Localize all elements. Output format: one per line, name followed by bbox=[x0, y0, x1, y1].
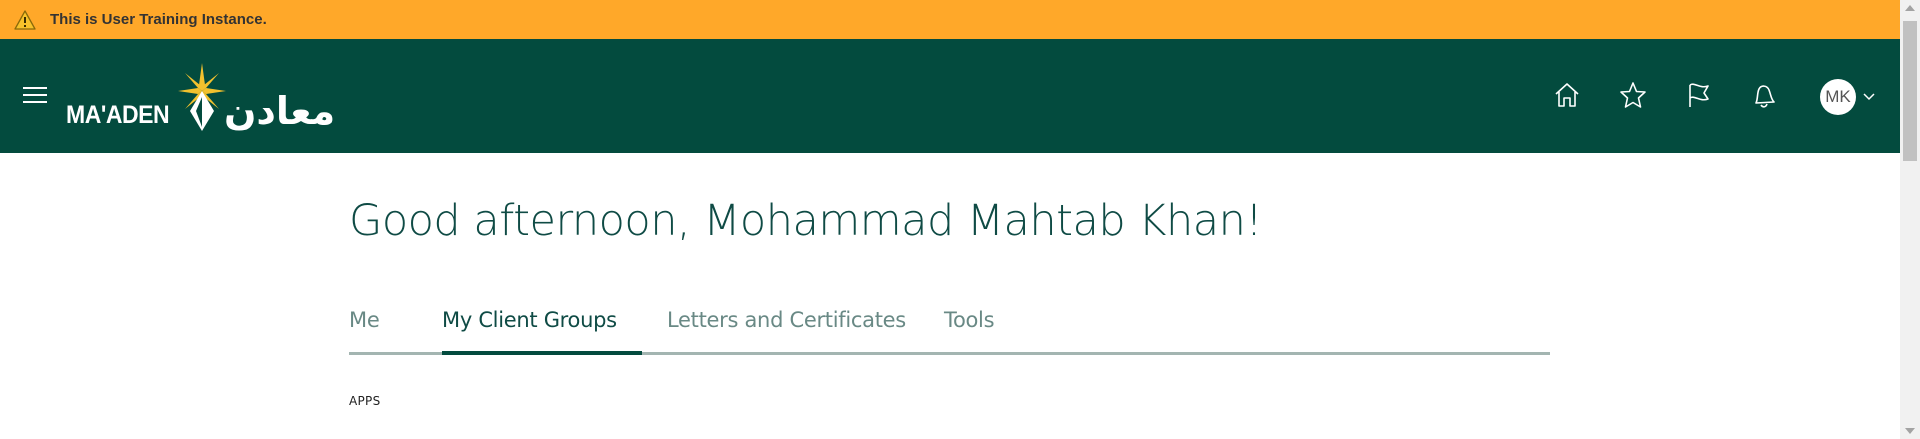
springboard-tabs bbox=[349, 300, 1550, 356]
scroll-up-arrow-icon[interactable] bbox=[1905, 5, 1915, 11]
logo-latin-text: MA'ADEN bbox=[66, 101, 170, 129]
bell-icon[interactable] bbox=[1747, 79, 1779, 111]
maaden-logo[interactable] bbox=[64, 61, 334, 141]
page-scrollbar[interactable] bbox=[1900, 0, 1920, 439]
banner-text: This is User Training Instance. bbox=[50, 11, 267, 28]
active-tab-indicator bbox=[442, 351, 642, 355]
chevron-down-icon[interactable] bbox=[1862, 92, 1876, 102]
tab-letters-and-certificates[interactable]: Letters and Certificates bbox=[667, 308, 906, 332]
tab-my-client-groups[interactable]: My Client Groups bbox=[442, 308, 617, 332]
home-icon[interactable] bbox=[1551, 79, 1583, 111]
scroll-down-arrow-icon[interactable] bbox=[1905, 428, 1915, 434]
logo-arabic-text: معادن bbox=[224, 89, 336, 133]
global-header bbox=[0, 39, 1900, 153]
apps-section-label: APPS bbox=[349, 394, 381, 408]
scroll-thumb[interactable] bbox=[1903, 21, 1917, 161]
warning-triangle-icon bbox=[14, 10, 36, 30]
star-icon[interactable] bbox=[1617, 79, 1649, 111]
flag-icon[interactable] bbox=[1682, 79, 1714, 111]
user-avatar[interactable]: MK bbox=[1820, 79, 1856, 115]
page-greeting: Good afternoon, Mohammad Mahtab Khan! bbox=[349, 196, 1263, 246]
training-instance-banner bbox=[0, 0, 1900, 39]
logo-star-mark bbox=[168, 61, 228, 131]
tab-tools[interactable]: Tools bbox=[944, 308, 995, 332]
menu-icon[interactable] bbox=[22, 84, 48, 106]
tab-me[interactable]: Me bbox=[349, 308, 380, 332]
